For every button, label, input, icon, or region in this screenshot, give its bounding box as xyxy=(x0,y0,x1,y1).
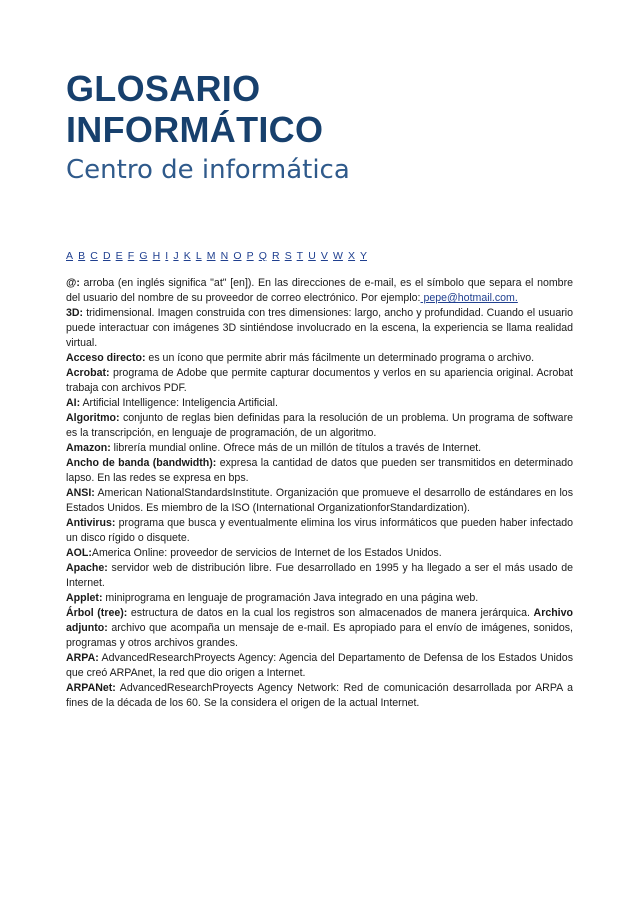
entry-term: Acrobat: xyxy=(66,367,110,379)
glossary-entry-arpa xyxy=(66,651,573,681)
alphabet-link-b[interactable]: B xyxy=(78,250,86,262)
glossary-entry-arbol-archivo-adjunto xyxy=(66,606,573,651)
entry-term: Apache: xyxy=(66,562,108,574)
entry-definition: servidor web de distribución libre. Fue desarrollado en 1995 y ha llegado a ser el más usado de Internet. xyxy=(66,562,573,589)
alphabet-link-g[interactable]: G xyxy=(139,250,148,262)
glossary-entry-applet xyxy=(66,591,573,606)
entry-term: AI: xyxy=(66,397,81,409)
glossary-entry-antivirus xyxy=(66,516,573,546)
entry-definition: American NationalStandardsInstitute. Organización que promueve el desarrollo de estándares en los Estados Unidos. Es miembro de la ISO (International OrganizationforStandardization). xyxy=(66,487,573,514)
title-line-1: GLOSARIO xyxy=(66,68,261,109)
entry-definition: conjunto de reglas bien definidas para la resolución de un problema. Un programa de software es la transcripción, en lenguaje de programación, de un algoritmo. xyxy=(66,412,573,439)
alphabet-link-y[interactable]: Y xyxy=(359,250,367,262)
entry-term: Acceso directo: xyxy=(66,352,146,364)
entry-term: Árbol (tree): xyxy=(66,607,128,619)
entry-term: ARPANet: xyxy=(66,682,116,694)
entry-definition: miniprograma en lenguaje de programación Java integrado en una página web. xyxy=(102,592,479,604)
entry-term: Applet: xyxy=(66,592,103,604)
entry-term-secondary: Archivo adjunto: xyxy=(66,607,573,634)
glossary-entry-acrobat xyxy=(66,366,573,396)
alphabet-link-r[interactable]: R xyxy=(272,250,280,262)
entry-definition: librería mundial online. Ofrece más de un millón de títulos a través de Internet. xyxy=(110,442,482,454)
glossary-entry-ansi xyxy=(66,486,573,516)
alphabet-link-d[interactable]: D xyxy=(102,250,111,262)
glossary-entry-arroba xyxy=(66,276,573,306)
glossary-entry-apache xyxy=(66,561,573,591)
entry-term: Ancho de banda (bandwidth): xyxy=(66,457,217,469)
alphabet-link-j[interactable]: J xyxy=(173,250,179,262)
entry-term: ANSI: xyxy=(66,487,95,499)
email-example-link[interactable]: pepe@hotmail.com. xyxy=(420,292,518,304)
alphabet-index xyxy=(66,249,369,263)
alphabet-link-q[interactable]: Q xyxy=(258,250,267,262)
entry-definition: America Online: proveedor de servicios de Internet de los Estados Unidos. xyxy=(91,547,442,559)
page-subtitle: Centro de informática xyxy=(66,155,350,185)
page-title xyxy=(66,68,586,150)
alphabet-link-l[interactable]: L xyxy=(195,250,202,262)
alphabet-link-e[interactable]: E xyxy=(115,250,123,262)
entry-definition: AdvancedResearchProyects Agency: Agencia del Departamento de Defensa de los Estados Unidos que creó ARPAnet, la red que dio origen a Internet. xyxy=(66,652,573,679)
glossary-entry-aol xyxy=(66,546,573,561)
alphabet-link-h[interactable]: H xyxy=(152,250,161,262)
glossary-entry-ancho-de-banda xyxy=(66,456,573,486)
entry-definition: programa de Adobe que permite capturar documentos y verlos en su apariencia original. Acrobat trabaja con archivos PDF. xyxy=(66,367,573,394)
alphabet-link-t[interactable]: T xyxy=(296,250,304,262)
entry-term: Amazon: xyxy=(66,442,111,454)
alphabet-link-w[interactable]: W xyxy=(333,250,343,262)
entry-term: Algoritmo: xyxy=(66,412,120,424)
entry-definition: AdvancedResearchProyects Agency Network: Red de comunicación desarrollada por ARPA a fines de la década de los 60. Se la considera el origen de la actual Internet. xyxy=(66,682,573,709)
alphabet-link-n[interactable]: N xyxy=(220,250,229,262)
alphabet-link-p[interactable]: P xyxy=(246,250,254,262)
entry-term: ARPA: xyxy=(66,652,99,664)
entry-definition: Artificial Intelligence: Inteligencia Artificial. xyxy=(80,397,278,409)
alphabet-link-s[interactable]: S xyxy=(284,250,292,262)
alphabet-link-x[interactable]: X xyxy=(348,250,356,262)
entry-definition: es un ícono que permite abrir más fácilmente un determinado programa o archivo. xyxy=(145,352,535,364)
alphabet-link-a[interactable]: A xyxy=(66,250,74,262)
alphabet-link-k[interactable]: K xyxy=(183,250,191,262)
entry-term: Antivirus: xyxy=(66,517,116,529)
glossary-entry-ai xyxy=(66,396,573,411)
glossary-entry-arpanet xyxy=(66,681,573,711)
glossary-entry-algoritmo xyxy=(66,411,573,441)
entry-term: @: xyxy=(66,277,80,289)
alphabet-link-m[interactable]: M xyxy=(206,250,216,262)
entry-definition-secondary: archivo que acompaña un mensaje de e-mail. Es apropiado para el envío de imágenes, sonidos, programas y otros archivos grandes. xyxy=(66,622,573,649)
entry-definition: estructura de datos en la cual los registros son almacenados de manera jerárquica. xyxy=(127,607,534,619)
entry-definition: tridimensional. Imagen construida con tres dimensiones: largo, ancho y profundidad. Cuando el usuario puede interactuar con imágenes 3D sintiéndose involucrado en la escena, la experiencia se llama realidad virtual. xyxy=(66,307,573,349)
glossary-entry-amazon xyxy=(66,441,573,456)
glossary-entry-acceso-directo xyxy=(66,351,573,366)
entry-definition: arroba (en inglés significa "at" [en]). En las direcciones de e-mail, es el símbolo que separa el nombre del usuario del nombre de su proveedor de correo electrónico. Por ejemplo: xyxy=(66,277,573,304)
alphabet-link-f[interactable]: F xyxy=(127,250,135,262)
alphabet-link-u[interactable]: U xyxy=(308,250,316,262)
entry-definition: expresa la cantidad de datos que pueden ser transmitidos en determinado lapso. En las redes se expresa en bps. xyxy=(66,457,574,484)
alphabet-link-i[interactable]: I xyxy=(165,250,169,262)
alphabet-link-c[interactable]: C xyxy=(90,250,98,262)
title-line-2: INFORMÁTICO xyxy=(66,109,324,150)
entry-term: AOL: xyxy=(66,547,92,559)
alphabet-link-v[interactable]: V xyxy=(320,250,328,262)
glossary-list xyxy=(66,276,573,711)
glossary-entry-3d xyxy=(66,306,573,351)
entry-term: 3D: xyxy=(66,307,84,319)
entry-definition: programa que busca y eventualmente elimina los virus informáticos que pueden haber infectado un disco rígido o disquete. xyxy=(66,517,573,544)
alphabet-link-o[interactable]: O xyxy=(233,250,242,262)
